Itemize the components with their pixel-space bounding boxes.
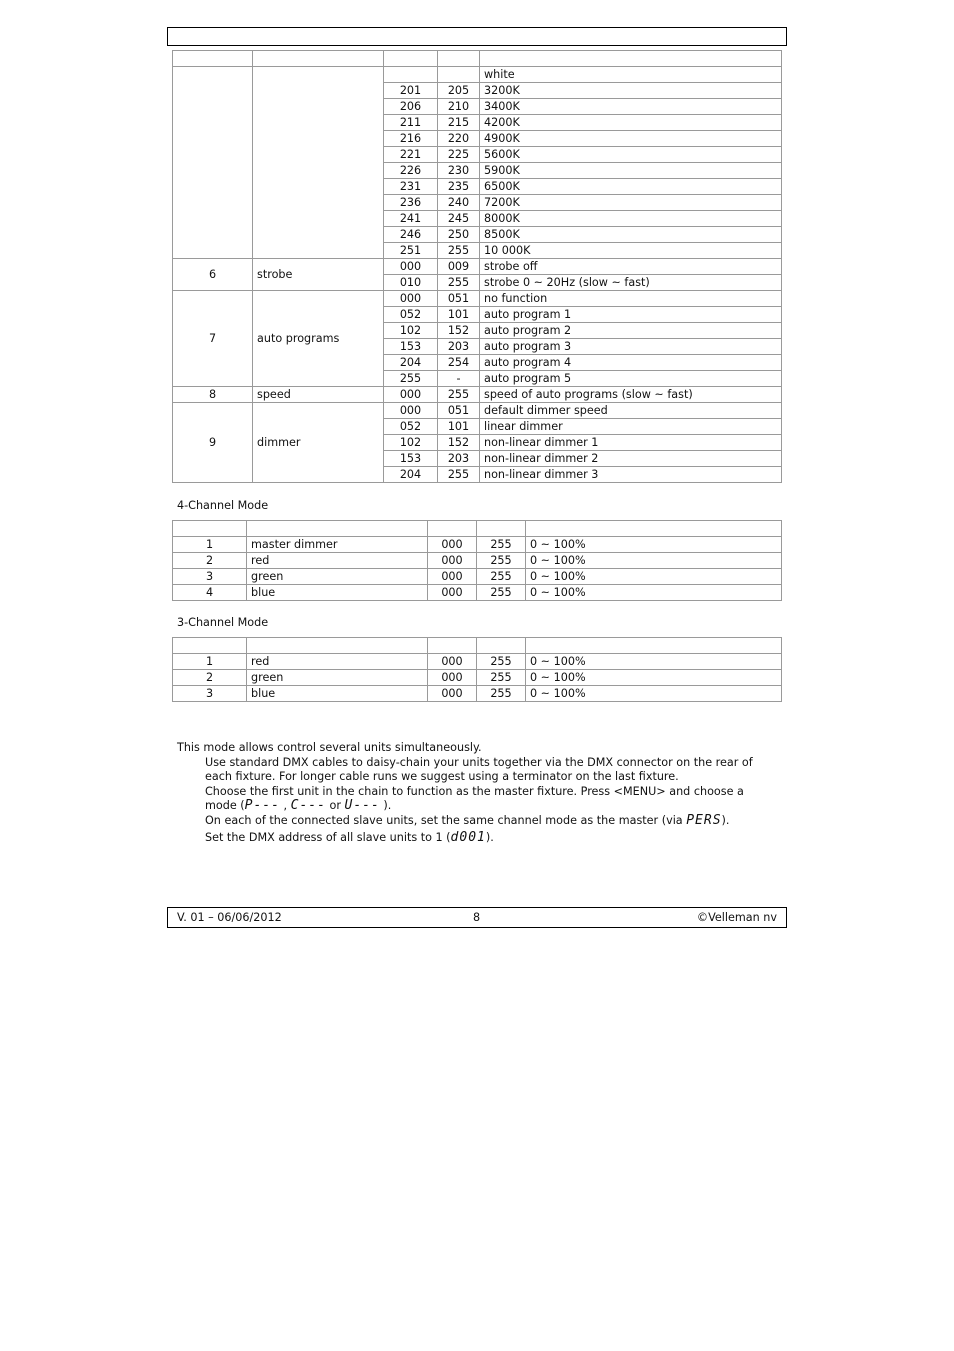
header-cell: [477, 521, 526, 537]
value-to-cell: 255: [477, 553, 526, 569]
channel-cell: 2: [173, 670, 247, 686]
description-cell: 0 ~ 100%: [526, 569, 782, 585]
header-cell: [526, 638, 782, 654]
description-cell: speed of auto programs (slow ~ fast): [480, 387, 782, 403]
instruction-master-end: ).: [379, 799, 392, 812]
channel-cell: 8: [173, 387, 253, 403]
instruction-slave-end: ).: [721, 814, 730, 827]
description-cell: auto program 2: [480, 323, 782, 339]
description-cell: non-linear dimmer 3: [480, 467, 782, 483]
value-from-cell: [384, 67, 438, 83]
description-cell: 6500K: [480, 179, 782, 195]
value-to-cell: 255: [477, 569, 526, 585]
value-to-cell: 051: [438, 403, 480, 419]
channel-cell: 4: [173, 585, 247, 601]
instruction-address-end: ).: [485, 831, 494, 844]
table-row: [173, 403, 782, 419]
mode-u-display: U---: [344, 798, 380, 813]
value-from-cell: 221: [384, 147, 438, 163]
value-to-cell: 205: [438, 83, 480, 99]
description-cell: 0 ~ 100%: [526, 585, 782, 601]
description-cell: 3400K: [480, 99, 782, 115]
footer-copyright: ©Velleman nv: [696, 911, 777, 924]
value-to-cell: 225: [438, 147, 480, 163]
table-row: [173, 259, 782, 275]
function-cell: dimmer: [253, 403, 384, 483]
value-from-cell: 000: [428, 670, 477, 686]
channel-cell: 3: [173, 569, 247, 585]
value-to-cell: -: [438, 371, 480, 387]
function-cell: green: [247, 670, 428, 686]
value-to-cell: 255: [477, 654, 526, 670]
value-to-cell: 210: [438, 99, 480, 115]
value-to-cell: 250: [438, 227, 480, 243]
value-from-cell: 246: [384, 227, 438, 243]
header-cell: [428, 521, 477, 537]
value-to-cell: 255: [438, 275, 480, 291]
header-cell: [173, 638, 247, 654]
description-cell: non-linear dimmer 1: [480, 435, 782, 451]
value-from-cell: 000: [384, 291, 438, 307]
value-to-cell: 255: [477, 537, 526, 553]
description-cell: strobe off: [480, 259, 782, 275]
function-cell: blue: [247, 686, 428, 702]
value-to-cell: 230: [438, 163, 480, 179]
description-cell: 5900K: [480, 163, 782, 179]
value-from-cell: 052: [384, 307, 438, 323]
function-cell: [253, 51, 384, 67]
separator: or: [325, 799, 345, 812]
function-cell: strobe: [253, 259, 384, 291]
header-cell: [247, 521, 428, 537]
value-from-cell: 201: [384, 83, 438, 99]
description-cell: 8000K: [480, 211, 782, 227]
table-row: [173, 585, 782, 601]
channel-cell: 1: [173, 654, 247, 670]
description-cell: 8500K: [480, 227, 782, 243]
value-to-cell: [438, 51, 480, 67]
address-display: d001: [450, 830, 486, 845]
channel-cell: 7: [173, 291, 253, 387]
value-from-cell: 000: [428, 686, 477, 702]
function-cell: red: [247, 654, 428, 670]
value-from-cell: 000: [428, 537, 477, 553]
value-to-cell: 051: [438, 291, 480, 307]
description-cell: 0 ~ 100%: [526, 537, 782, 553]
channel-cell: 3: [173, 686, 247, 702]
table-row: [173, 569, 782, 585]
caption-4-channel: 4-Channel Mode: [177, 499, 269, 512]
channel-cell: [173, 67, 253, 259]
table-row: [173, 51, 782, 67]
mode-c-display: C---: [290, 798, 326, 813]
value-from-cell: [384, 51, 438, 67]
instruction-master: [205, 785, 777, 813]
value-from-cell: 251: [384, 243, 438, 259]
description-cell: white: [480, 67, 782, 83]
value-to-cell: 101: [438, 307, 480, 323]
value-from-cell: 211: [384, 115, 438, 131]
value-to-cell: 009: [438, 259, 480, 275]
value-from-cell: 000: [384, 403, 438, 419]
value-to-cell: 235: [438, 179, 480, 195]
instruction-slave-text: On each of the connected slave units, set the same channel mode as the master (via: [205, 814, 687, 827]
value-to-cell: 245: [438, 211, 480, 227]
channel-cell: 6: [173, 259, 253, 291]
caption-3-channel: 3-Channel Mode: [177, 616, 269, 629]
description-cell: 3200K: [480, 83, 782, 99]
instruction-daisy-chain: Use standard DMX cables to daisy-chain your units together via the DMX connector on the rear of each fixture. For longer cable runs we suggest using a terminator on the last fixture.: [205, 756, 753, 783]
value-from-cell: 153: [384, 339, 438, 355]
value-from-cell: 000: [428, 585, 477, 601]
value-to-cell: 255: [477, 585, 526, 601]
value-from-cell: 231: [384, 179, 438, 195]
channel-cell: 9: [173, 403, 253, 483]
value-from-cell: 241: [384, 211, 438, 227]
description-cell: default dimmer speed: [480, 403, 782, 419]
pers-display: PERS: [686, 813, 722, 828]
table-row: [173, 387, 782, 403]
table-header-row: [173, 521, 782, 537]
value-from-cell: 206: [384, 99, 438, 115]
separator: ,: [279, 799, 291, 812]
value-to-cell: 255: [477, 686, 526, 702]
value-to-cell: 215: [438, 115, 480, 131]
value-from-cell: 010: [384, 275, 438, 291]
page-header-box: [167, 27, 787, 46]
function-cell: master dimmer: [247, 537, 428, 553]
channel-cell: 2: [173, 553, 247, 569]
function-cell: green: [247, 569, 428, 585]
header-cell: [526, 521, 782, 537]
value-to-cell: 152: [438, 435, 480, 451]
value-to-cell: 203: [438, 339, 480, 355]
function-cell: speed: [253, 387, 384, 403]
value-from-cell: 000: [428, 654, 477, 670]
table-row: [173, 67, 782, 83]
value-to-cell: 254: [438, 355, 480, 371]
table-row: [173, 553, 782, 569]
value-from-cell: 052: [384, 419, 438, 435]
table-header-row: [173, 638, 782, 654]
value-to-cell: 255: [438, 243, 480, 259]
value-from-cell: 000: [384, 259, 438, 275]
value-to-cell: 255: [477, 670, 526, 686]
value-from-cell: 102: [384, 435, 438, 451]
header-cell: [428, 638, 477, 654]
channel-cell: 1: [173, 537, 247, 553]
instruction-master-text: Choose the first unit in the chain to function as the master fixture. Press <MENU> and choose a mode (: [205, 785, 744, 812]
description-cell: auto program 5: [480, 371, 782, 387]
page-footer: [167, 907, 787, 928]
table-row: [173, 537, 782, 553]
description-cell: non-linear dimmer 2: [480, 451, 782, 467]
value-from-cell: 255: [384, 371, 438, 387]
description-cell: 4900K: [480, 131, 782, 147]
description-cell: auto program 1: [480, 307, 782, 323]
value-from-cell: 204: [384, 467, 438, 483]
intro-paragraph: This mode allows control several units simultaneously.: [177, 741, 482, 754]
channel-cell: [173, 51, 253, 67]
value-from-cell: 226: [384, 163, 438, 179]
instruction-dmx-address: [205, 831, 777, 845]
description-cell: auto program 4: [480, 355, 782, 371]
value-to-cell: 255: [438, 387, 480, 403]
description-cell: 4200K: [480, 115, 782, 131]
value-to-cell: 203: [438, 451, 480, 467]
table-row: [173, 686, 782, 702]
description-cell: 7200K: [480, 195, 782, 211]
header-cell: [173, 521, 247, 537]
value-to-cell: 101: [438, 419, 480, 435]
value-from-cell: 000: [384, 387, 438, 403]
instruction-slave-mode: [205, 814, 777, 828]
function-cell: blue: [247, 585, 428, 601]
description-cell: 5600K: [480, 147, 782, 163]
table-row: [173, 291, 782, 307]
value-to-cell: 255: [438, 467, 480, 483]
value-from-cell: 102: [384, 323, 438, 339]
description-cell: 10 000K: [480, 243, 782, 259]
description-cell: no function: [480, 291, 782, 307]
value-to-cell: 152: [438, 323, 480, 339]
description-cell: 0 ~ 100%: [526, 553, 782, 569]
description-cell: 0 ~ 100%: [526, 686, 782, 702]
mode-p-display: P---: [244, 798, 280, 813]
function-cell: [253, 67, 384, 259]
value-to-cell: 220: [438, 131, 480, 147]
description-cell: [480, 51, 782, 67]
function-cell: red: [247, 553, 428, 569]
value-from-cell: 153: [384, 451, 438, 467]
value-from-cell: 000: [428, 569, 477, 585]
four-channel-table: [172, 520, 782, 601]
table-row: [173, 654, 782, 670]
value-from-cell: 000: [428, 553, 477, 569]
footer-version: V. 01 – 06/06/2012: [177, 911, 282, 924]
description-cell: 0 ~ 100%: [526, 670, 782, 686]
value-to-cell: 240: [438, 195, 480, 211]
description-cell: strobe 0 ~ 20Hz (slow ~ fast): [480, 275, 782, 291]
header-cell: [247, 638, 428, 654]
table-row: [173, 670, 782, 686]
value-from-cell: 236: [384, 195, 438, 211]
instruction-address-text: Set the DMX address of all slave units to 1 (: [205, 831, 451, 844]
value-from-cell: 216: [384, 131, 438, 147]
dmx-channel-table: [172, 50, 782, 483]
value-from-cell: 204: [384, 355, 438, 371]
description-cell: auto program 3: [480, 339, 782, 355]
function-cell: auto programs: [253, 291, 384, 387]
value-to-cell: [438, 67, 480, 83]
description-cell: linear dimmer: [480, 419, 782, 435]
description-cell: 0 ~ 100%: [526, 654, 782, 670]
header-cell: [477, 638, 526, 654]
three-channel-table: [172, 637, 782, 702]
footer-page-number: 8: [473, 911, 481, 924]
